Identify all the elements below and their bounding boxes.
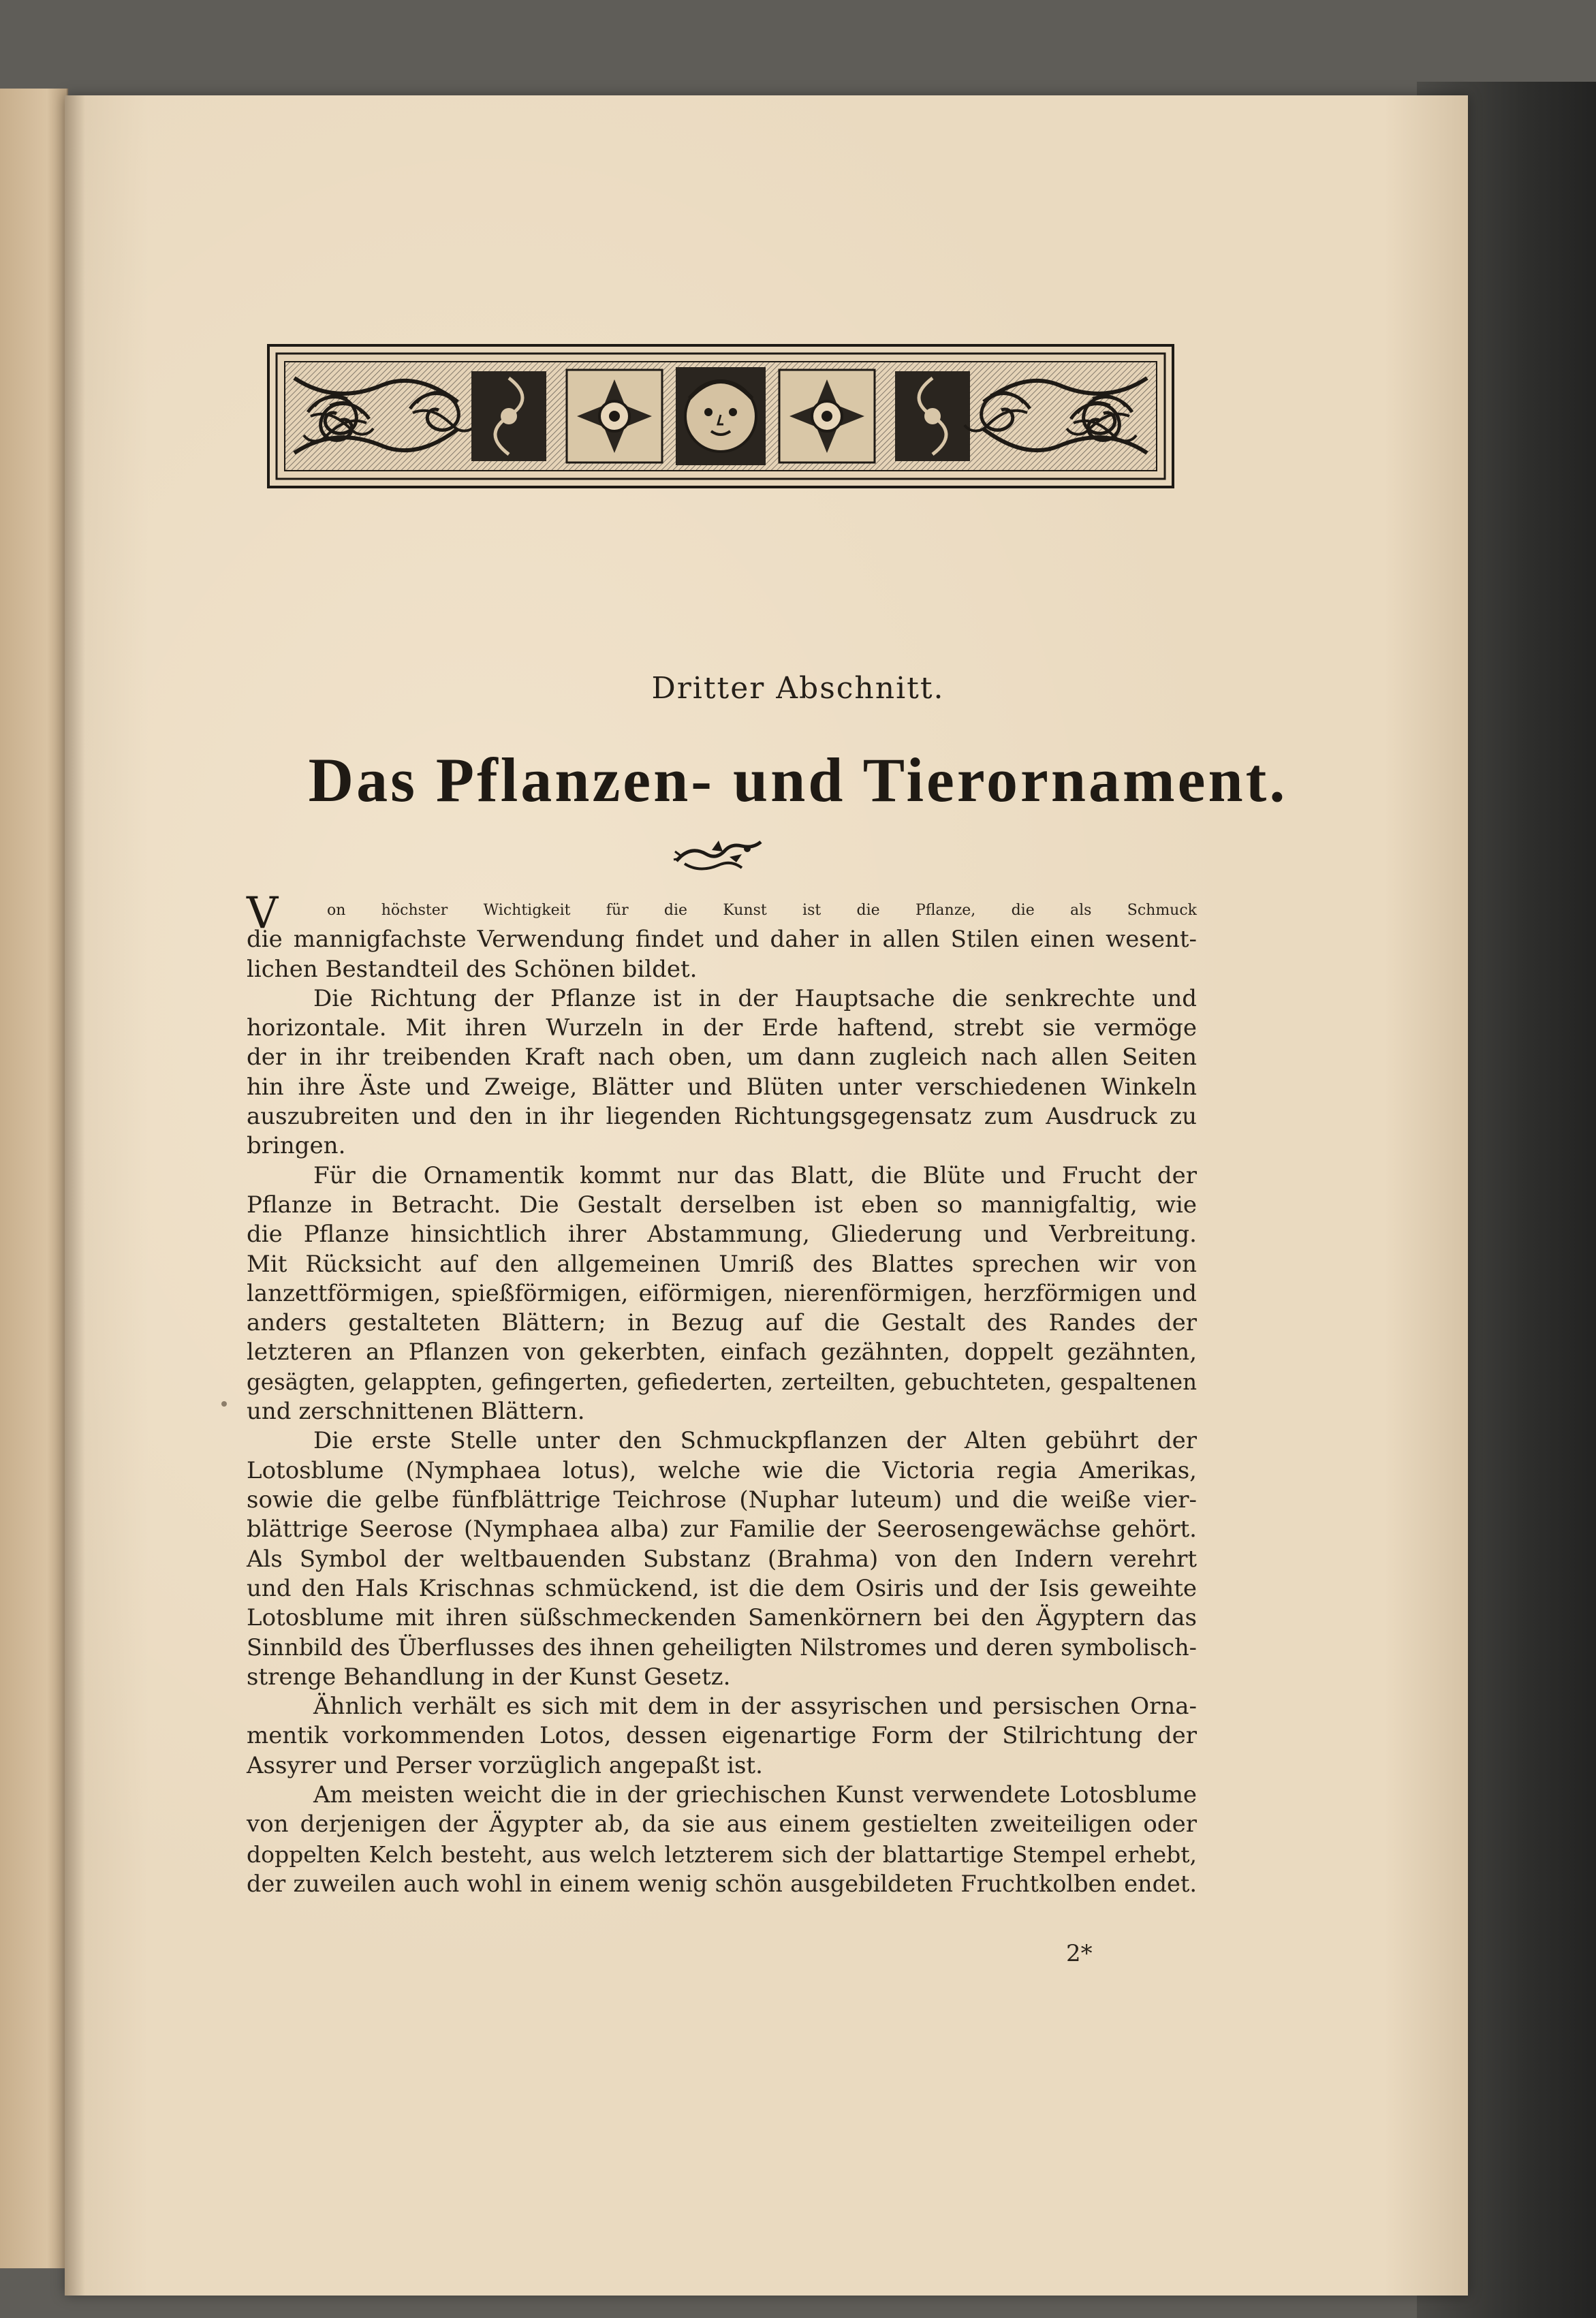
left-dark-panel <box>471 371 546 461</box>
chapter-title: Das Pflanzen- und Tierornament. <box>308 745 1288 815</box>
text-line: lanzettförmigen, spießförmigen, eiförmigen, nierenförmigen, herzförmigen und <box>247 1279 1197 1307</box>
text-line: Die Richtung der Pflanze ist in der Hauptsache die senkrechte und <box>313 984 1197 1012</box>
central-face-medallion <box>676 367 766 465</box>
text-line: doppelten Kelch besteht, aus welch letzterem sich der blattartige Stempel erhebt, <box>247 1841 1197 1868</box>
text-line-content: on höchster Wichtigkeit für die Kunst ist die Pflanze, die als Schmuck <box>327 902 1197 919</box>
text-line: die Pflanze hinsichtlich ihrer Abstammung, Gliederung und Verbreitung. <box>247 1221 1197 1249</box>
right-rosette-ornament <box>779 370 875 463</box>
text-line: blättrige Seerose (Nymphaea alba) zur Familie der Seerosengewächse gehört. <box>247 1516 1197 1544</box>
section-label: Dritter Abschnitt. <box>651 671 945 706</box>
text-line: und den Hals Krischnas schmückend, ist die dem Osiris und der Isis geweihte <box>247 1574 1197 1602</box>
text-line: Pflanze in Betracht. Die Gestalt derselben ist eben so mannigfaltig, wie <box>247 1191 1197 1219</box>
drop-cap: V <box>247 888 279 939</box>
page-gutter-shadow <box>65 95 85 2296</box>
text-line: Lotosblume (Nymphaea lotus), welche wie die Victoria regia Amerikas, <box>247 1456 1197 1484</box>
text-line: horizontale. Mit ihren Wurzeln in der Erde haftend, strebt sie vermöge <box>247 1014 1197 1042</box>
text-line: lichen Bestandteil des Schönen bildet. <box>247 955 698 983</box>
text-line: Ähnlich verhält es sich mit dem in der assyrischen und persischen Orna- <box>313 1693 1197 1721</box>
text-line: Lotosblume mit ihren süßschmeckenden Samenkörnern bei den Ägyptern das <box>247 1604 1197 1632</box>
text-line: letzteren an Pflanzen von gekerbten, einfach gezähnten, doppelt gezähnten, <box>247 1338 1197 1366</box>
text-line: die mannigfachste Verwendung findet und daher in allen Stilen einen wesent- <box>247 926 1197 954</box>
paragraph-5 <box>247 1692 1197 1781</box>
text-line: anders gestalteten Blättern; in Bezug auf die Gestalt des Randes der <box>247 1309 1197 1337</box>
text-line: Sinnbild des Überflusses des ihnen geheiligten Nilstromes und deren symbolisch- <box>247 1634 1197 1661</box>
text-line: auszubreiten und den in ihr liegenden Richtungsgegensatz zum Ausdruck zu <box>247 1103 1197 1131</box>
text-line: Am meisten weicht die in der griechischen Kunst verwendete Lotosblume <box>313 1781 1197 1808</box>
text-line: mentik vorkommenden Lotos, dessen eigenartige Form der Stilrichtung der <box>247 1722 1197 1750</box>
ornamental-header-band <box>267 344 1174 488</box>
text-line: der zuweilen auch wohl in einem wenig schön ausgebildeten Fruchtkolben endet. <box>247 1870 1197 1897</box>
text-line: gesägten, gelappten, gefingerten, gefiederten, zerteilten, gebuchteten, gespaltenen <box>247 1368 1197 1395</box>
margin-speck <box>221 1401 227 1407</box>
text-line: Mit Rücksicht auf den allgemeinen Umriß des Blattes sprechen wir von <box>247 1250 1197 1278</box>
text-line: von derjenigen der Ägypter ab, da sie aus einem gestielten zweiteiligen oder <box>247 1811 1197 1838</box>
text-line: sowie die gelbe fünfblättrige Teichrose (Nuphar luteum) und die weiße vier- <box>247 1486 1197 1514</box>
text-line: Als Symbol der weltbauenden Substanz (Brahma) von den Indern verehrt <box>247 1545 1197 1573</box>
text-line <box>247 888 1197 939</box>
paragraph-2 <box>247 984 1197 1161</box>
right-dark-panel <box>895 371 970 461</box>
text-line: strenge Behandlung in der Kunst Gesetz. <box>247 1663 731 1691</box>
paragraph-6 <box>247 1781 1197 1898</box>
body-text <box>247 888 1197 1898</box>
page-number: 2* <box>1066 1940 1093 1967</box>
text-line: hin ihre Äste und Zweige, Blätter und Blüten unter verschiedenen Winkeln <box>247 1073 1197 1101</box>
paragraph-1 <box>247 888 1197 984</box>
text-line: bringen. <box>247 1132 346 1160</box>
text-line: Assyrer und Perser vorzüglich angepaßt ist. <box>247 1751 763 1779</box>
text-line: Die erste Stelle unter den Schmuckpflanzen der Alten gebührt der <box>313 1427 1197 1455</box>
left-rosette-ornament <box>567 370 662 463</box>
small-dragon-vignette <box>671 836 766 877</box>
text-line: und zerschnittenen Blättern. <box>247 1398 585 1426</box>
text-line: Für die Ornamentik kommt nur das Blatt, die Blüte und Frucht der <box>313 1161 1197 1189</box>
paragraph-3 <box>247 1161 1197 1427</box>
left-page-edge <box>0 89 68 2268</box>
paragraph-4 <box>247 1426 1197 1692</box>
text-line: der in ihr treibenden Kraft nach oben, um dann zugleich nach allen Seiten <box>247 1044 1197 1071</box>
